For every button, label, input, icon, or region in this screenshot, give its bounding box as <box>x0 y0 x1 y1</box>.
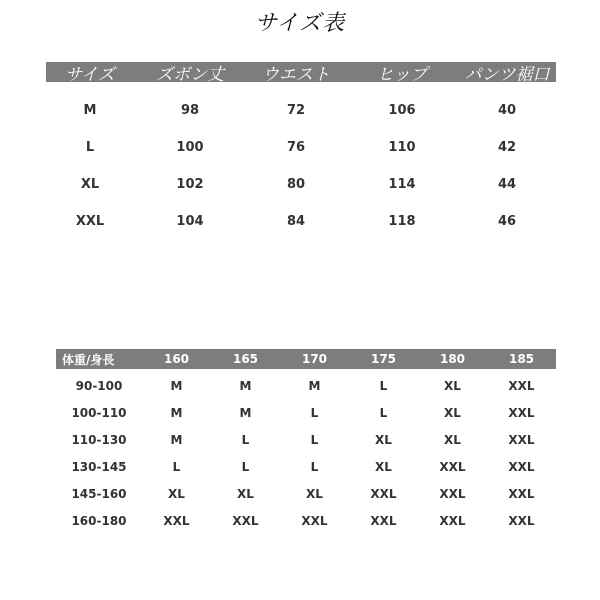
cell: 100-110 <box>71 405 127 420</box>
header-height-175: 175 <box>370 352 397 366</box>
cell: 104 <box>176 214 204 229</box>
cell: 98 <box>180 103 200 118</box>
cell: 46 <box>497 214 517 229</box>
table-row <box>46 129 556 166</box>
table-row <box>46 166 556 203</box>
cell: XXL <box>508 513 535 528</box>
cell: 110 <box>388 140 416 155</box>
size-table-header <box>46 62 556 85</box>
cell: M <box>170 405 183 420</box>
cell: M <box>239 405 252 420</box>
cell: M <box>170 432 183 447</box>
table-row <box>56 426 556 453</box>
header-hem-width: パンツ裾口 <box>464 64 550 85</box>
cell: XXL <box>439 513 466 528</box>
cell: 130-145 <box>71 459 127 474</box>
cell: 90-100 <box>75 378 123 393</box>
cell: L <box>310 405 319 420</box>
table-row <box>56 453 556 480</box>
size-table <box>46 62 556 240</box>
cell: XXL <box>439 486 466 501</box>
cell: 102 <box>176 177 204 192</box>
cell: 44 <box>497 177 517 192</box>
cell: XXL <box>75 214 105 229</box>
cell: L <box>379 405 388 420</box>
header-height-160: 160 <box>163 352 190 366</box>
cell: XL <box>306 486 323 501</box>
cell: 106 <box>388 103 416 118</box>
cell: 110-130 <box>71 432 127 447</box>
cell: 118 <box>388 214 416 229</box>
cell: XL <box>444 432 461 447</box>
header-waist: ウエスト <box>262 64 330 85</box>
cell: L <box>85 140 95 155</box>
cell: 114 <box>388 177 416 192</box>
header-height-170: 170 <box>301 352 328 366</box>
cell: 160-180 <box>71 513 127 528</box>
table-row <box>46 92 556 129</box>
cell: M <box>83 103 97 118</box>
header-weight-height: 体重/身長 <box>62 352 115 367</box>
cell: L <box>379 378 388 393</box>
cell: XXL <box>508 405 535 420</box>
cell: XXL <box>163 513 190 528</box>
cell: XXL <box>439 459 466 474</box>
cell: 100 <box>176 140 204 155</box>
cell: XXL <box>370 513 397 528</box>
cell: XXL <box>508 378 535 393</box>
cell: M <box>170 378 183 393</box>
header-height-185: 185 <box>508 352 535 366</box>
cell: XL <box>444 405 461 420</box>
cell: 80 <box>286 177 306 192</box>
cell: L <box>172 459 181 474</box>
cell: XL <box>168 486 185 501</box>
table-row <box>46 203 556 240</box>
cell: XL <box>375 432 392 447</box>
cell: XL <box>444 378 461 393</box>
table-row <box>56 507 556 534</box>
cell: 72 <box>286 103 306 118</box>
cell: 145-160 <box>71 486 127 501</box>
cell: 84 <box>286 214 306 229</box>
cell: M <box>239 378 252 393</box>
cell: 40 <box>497 103 517 118</box>
cell: XXL <box>508 432 535 447</box>
header-hip: ヒップ <box>376 64 428 85</box>
table-row <box>56 480 556 507</box>
cell: XXL <box>508 459 535 474</box>
header-height-165: 165 <box>232 352 259 366</box>
cell: XXL <box>370 486 397 501</box>
cell: XXL <box>301 513 328 528</box>
cell: XL <box>237 486 254 501</box>
header-size: サイズ <box>65 64 115 85</box>
cell: L <box>310 459 319 474</box>
cell: XXL <box>232 513 259 528</box>
table-row <box>56 372 556 399</box>
header-pants-length: ズボン丈 <box>156 64 224 85</box>
cell: 76 <box>286 140 306 155</box>
cell: M <box>308 378 321 393</box>
cell: L <box>241 432 250 447</box>
cell: XXL <box>508 486 535 501</box>
fit-table-header <box>56 349 556 369</box>
cell: 42 <box>497 140 517 155</box>
cell: L <box>310 432 319 447</box>
header-height-180: 180 <box>439 352 466 366</box>
cell: XL <box>375 459 392 474</box>
cell: L <box>241 459 250 474</box>
page-title: サイズ表 <box>254 11 346 36</box>
fit-table <box>56 349 556 534</box>
cell: XL <box>80 177 100 192</box>
table-row <box>56 399 556 426</box>
